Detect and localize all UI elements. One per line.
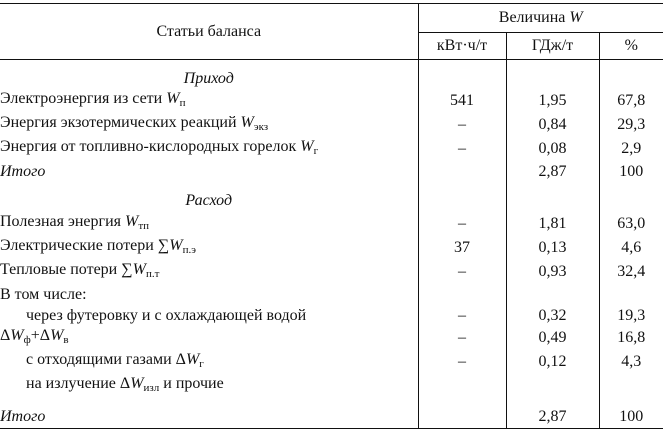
header-unit-gj: ГДж/т bbox=[506, 33, 599, 60]
header-unit-kwh: кВт·ч/т bbox=[418, 33, 506, 60]
header-value: Величина W bbox=[418, 4, 663, 33]
table-row: $\Delta W_ф+\Delta W_в$ – 0,49 16,8 bbox=[0, 326, 663, 350]
table-row: на излучение $\Delta W_{изл}$ и прочие bbox=[0, 374, 663, 398]
section-income-title: Приход bbox=[0, 68, 663, 89]
table-row: Электроэнергия из сети $W_п$ 541 1,95 67,8 bbox=[0, 89, 663, 113]
table-row: Энергия экзотермических реакций $W_{экз}$ – 0,84 29,3 bbox=[0, 113, 663, 137]
table-row: Электрические потери $\sum W_{п.э}$ 37 0,13 4,6 bbox=[0, 236, 663, 260]
table-row: с отходящими газами $\Delta W_г$ – 0,12 4,3 bbox=[0, 350, 663, 374]
income-total-row: Итого 2,87 100 bbox=[0, 161, 663, 182]
table-row: через футеровку и с охлаждающей водой – 0,32 19,3 bbox=[0, 305, 663, 326]
energy-balance-table bbox=[0, 3, 663, 429]
section-expense-title: Расход bbox=[0, 191, 663, 212]
table-row: Тепловые потери $\sum W_{п.т}$ – 0,93 32,4 bbox=[0, 260, 663, 284]
header-articles: Статьи баланса bbox=[0, 4, 418, 60]
table-row: Энергия от топливно-кислородных горелок $W_г$ – 0,08 2,9 bbox=[0, 137, 663, 161]
header-unit-pct: % bbox=[599, 33, 663, 60]
table-row: Полезная энергия $W_{тп}$ – 1,81 63,0 bbox=[0, 212, 663, 236]
table-row: В том числе: bbox=[0, 284, 663, 305]
expense-total-row: Итого 2,87 100 bbox=[0, 406, 663, 428]
